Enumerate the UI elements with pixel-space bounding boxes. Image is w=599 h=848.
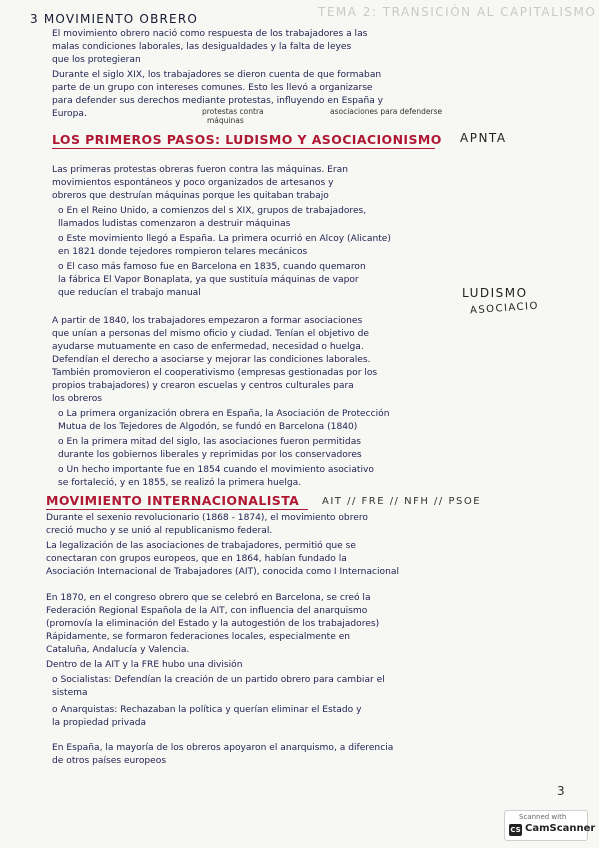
intro-line-1: El movimiento obrero nació como respuesta de los trabajadores a las xyxy=(52,29,368,39)
intl-line-4: conectaran con grupos europeos, que en 1864, habían fundado la xyxy=(46,554,347,564)
intl-line-3: La legalización de las asociaciones de trabajadores, permitió que se xyxy=(46,541,356,551)
intl-line-16: o Anarquistas: Rechazaban la política y querían eliminar el Estado y xyxy=(52,705,362,715)
intl-line-17: la propiedad privada xyxy=(52,718,147,728)
ludismo-line-3: obreros que destruían máquinas porque les quitaban trabajo xyxy=(52,191,329,201)
note-machines: máquinas xyxy=(207,116,244,125)
intl-line-12: Dentro de la AIT y la FRE hubo una división xyxy=(46,660,243,670)
camscanner-top-text: Scanned with xyxy=(519,813,567,821)
note-associations: asociaciones para defenderse xyxy=(330,107,443,116)
intl-line-5: Asociación Internacional de Trabajadores (AIT), conocida como I Internacional xyxy=(46,567,399,577)
intro-line-4: Durante el siglo XIX, los trabajadores se dieron cuenta de que formaban xyxy=(52,70,382,80)
ludismo-line-9: la fábrica El Vapor Bonaplata, ya que sustituía máquinas de vapor xyxy=(58,275,359,285)
asoc-line-8: o La primera organización obrera en España, la Asociación de Protección xyxy=(58,409,390,419)
side-label-apnta: APNTA xyxy=(460,131,507,145)
intl-line-1: Durante el sexenio revolucionario (1868 - 1874), el movimiento obrero xyxy=(46,513,368,523)
intro-line-6: para defender sus derechos mediante protestas, influyendo en España y xyxy=(52,96,384,106)
asoc-line-12: o Un hecho importante fue en 1854 cuando el movimiento asociativo xyxy=(58,465,374,475)
asoc-line-1: A partir de 1840, los trabajadores empezaron a formar asociaciones xyxy=(52,316,363,326)
note-protest: protestas contra xyxy=(202,107,264,116)
heading-ludismo-asociacionismo: LOS PRIMEROS PASOS: LUDISMO Y ASOCIACIONISMO xyxy=(52,132,442,147)
intro-line-7: Europa. xyxy=(52,109,87,119)
ludismo-line-5: llamados ludistas comenzaron a destruir máquinas xyxy=(58,219,291,229)
page-number: 3 xyxy=(557,784,565,798)
intl-line-9: (promovía la eliminación del Estado y la autogestión de los trabajadores) xyxy=(46,619,380,629)
heading2-tags: AIT // FRE // NFH // PSOE xyxy=(322,496,482,507)
intl-line-11: Cataluña, Andalucía y Valencia. xyxy=(46,645,190,655)
intl-line-21: de otros países europeos xyxy=(52,756,167,766)
intl-line-10: Rápidamente, se formaron federaciones locales, especialmente en xyxy=(46,632,351,642)
ghost-header: TEMA 2: TRANSICIÓN AL CAPITALISMO xyxy=(318,5,597,19)
ludismo-line-7: en 1821 donde tejedores rompieron telares mecánicos xyxy=(58,247,308,257)
ludismo-line-4: o En el Reino Unido, a comienzos del s XIX, grupos de trabajadores, xyxy=(58,206,367,216)
asoc-line-5: También promovieron el cooperativismo (empresas gestionadas por los xyxy=(52,368,378,378)
camscanner-name: CamScanner xyxy=(525,823,596,834)
ludismo-line-2: movimientos espontáneos y poco organizados de artesanos y xyxy=(52,178,334,188)
heading-underline-2 xyxy=(46,509,308,510)
ludismo-line-8: o El caso más famoso fue en Barcelona en 1835, cuando quemaron xyxy=(58,262,366,272)
heading-internacionalista: MOVIMIENTO INTERNACIONALISTA xyxy=(46,493,300,508)
intl-line-13: o Socialistas: Defendían la creación de un partido obrero para cambiar el xyxy=(52,675,385,685)
intro-line-3: que los protegieran xyxy=(52,55,141,65)
asoc-line-11: durante los gobiernos liberales y reprimidas por los conservadores xyxy=(58,450,362,460)
ludismo-line-10: que reducían el trabajo manual xyxy=(58,288,201,298)
asoc-line-7: los obreros xyxy=(52,394,103,404)
intl-line-8: Federación Regional Española de la AIT, con influencia del anarquismo xyxy=(46,606,368,616)
ludismo-line-1: Las primeras protestas obreras fueron contra las máquinas. Eran xyxy=(52,165,348,175)
asoc-line-6: propios trabajadores) y crearon escuelas y centros culturales para xyxy=(52,381,354,391)
asoc-line-10: o En la primera mitad del siglo, las asociaciones fueron permitidas xyxy=(58,437,362,447)
heading-underline-1 xyxy=(52,148,435,149)
asoc-line-9: Mutua de los Tejedores de Algodón, se fundó en Barcelona (1840) xyxy=(58,422,358,432)
asoc-line-2: que unían a personas del mismo oficio y ciudad. Tenían el objetivo de xyxy=(52,329,369,339)
intl-line-14: sistema xyxy=(52,688,88,698)
camscanner-watermark xyxy=(504,810,596,841)
section-title: 3 MOVIMIENTO OBRERO xyxy=(30,12,199,26)
ludismo-line-6: o Este movimiento llegó a España. La primera ocurrió en Alcoy (Alicante) xyxy=(58,234,391,244)
asoc-line-4: Defendían el derecho a asociarse y mejorar las condiciones laborales. xyxy=(52,355,371,365)
intl-line-20: En España, la mayoría de los obreros apoyaron el anarquismo, a diferencia xyxy=(52,743,394,753)
side-label-asociacionismo: ASOCIACIO xyxy=(469,300,540,317)
asoc-line-13: se fortaleció, y en 1855, se realizó la primera huelga. xyxy=(58,478,302,488)
asoc-line-3: ayudarse mutuamente en caso de enfermedad, necesidad o huelga. xyxy=(52,342,364,352)
side-label-ludismo: LUDISMO xyxy=(462,286,528,300)
intl-line-2: creció mucho y se unió al republicanismo federal. xyxy=(46,526,273,536)
intro-line-2: malas condiciones laborales, las desigualdades y la falta de leyes xyxy=(52,42,352,52)
camscanner-logo-icon: CS xyxy=(510,826,521,834)
intl-line-7: En 1870, en el congreso obrero que se celebró en Barcelona, se creó la xyxy=(46,593,371,603)
intro-line-5: parte de un grupo con intereses comunes. Esto les llevó a organizarse xyxy=(52,83,373,93)
